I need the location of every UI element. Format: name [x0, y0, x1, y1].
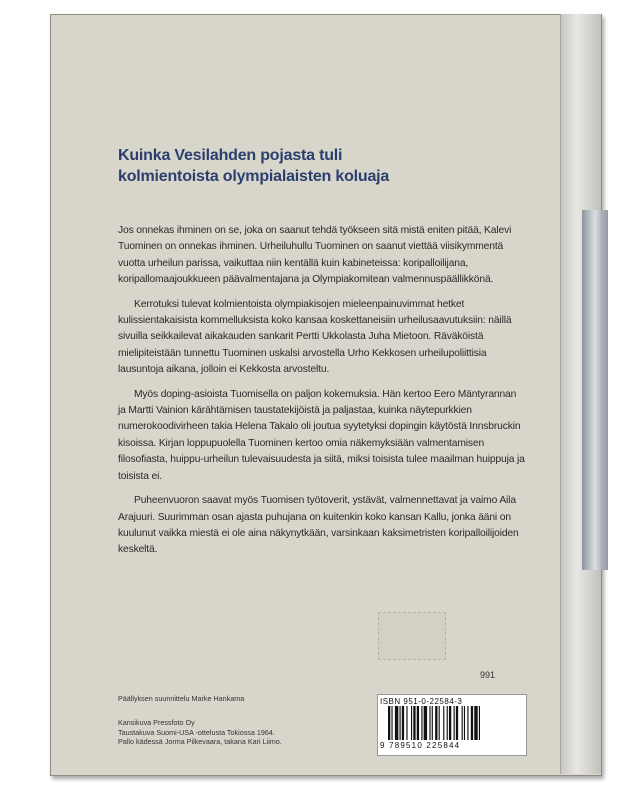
- barcode-bar: [439, 706, 440, 740]
- barcode-bar: [395, 706, 398, 740]
- barcode-bar: [406, 706, 407, 740]
- barcode-bar: [424, 706, 427, 740]
- heading-line-1: Kuinka Vesilahden pojasta tuli: [118, 147, 343, 164]
- barcode-number: 9 789510 225844: [380, 741, 461, 750]
- barcode-bar: [411, 706, 412, 740]
- isbn-label: ISBN 951-0-22584-3: [380, 697, 463, 706]
- photo-credit-line-3: Pallo kädessä Jorma Pilkevaara, takana Kari Liimo.: [118, 737, 282, 747]
- barcode-bar: [474, 706, 477, 740]
- blurb-paragraph-2: Kerrotuksi tulevat kolmientoista olympiakisojen mieleenpainuvimmat hetket kulissientakaisista kommelluksista koko kansaa koskettaneisiin urheilusaavutuksiin: näillä sivuilla seikkailevat aikakauden sankarit Pertti Ukkolasta Juha Mietoon. Räväköistä mielipiteistään tunnettu Tuominen uskalsi arvostella Urho Kekkosen urheilupoliittisia lausuntoja aikana, jolloin ei Kekkosta arvosteltu.: [118, 298, 512, 376]
- photo-credits: [118, 718, 282, 747]
- barcode-bar: [479, 706, 480, 740]
- barcode-bar: [443, 706, 444, 740]
- cover-design-credit: Päällyksen suunnittelu Marke Hankama: [118, 694, 245, 703]
- spine-decoration: [582, 210, 608, 570]
- barcode-icon: [388, 706, 516, 740]
- barcode-bar: [464, 706, 465, 740]
- product-code: 991: [480, 670, 496, 680]
- blurb-paragraph-4: Puheenvuoron saavat myös Tuomisen työtoverit, ystävät, valmennettavat ja vaimo Aila Arajuuri. Suurimman osan ajasta puhujana on kuitenkin koko kansan Kallu, jonka ääni on kuulunut vaikka miestä ei ole aina näkynytkään, varsinkaan kaksimetristen koripalloilijoiden keskeltä.: [118, 495, 519, 556]
- heading-line-2: kolmientoista olympialaisten koluaja: [118, 168, 390, 185]
- barcode-bar: [454, 706, 455, 740]
- cover-heading: [118, 145, 478, 187]
- photo-credit-line-1: Kansikuva Pressfoto Oy: [118, 718, 195, 727]
- blurb-paragraph-1: Jos onnekas ihminen on se, joka on saanut tehdä työkseen sitä mistä eniten pitää, Kalevi Tuominen on onnekas ihminen. Urheiluhullu Tuominen on saanut viettää viisikymmentä vuotta urheilun parissa, vaikuttaa niin kentällä kuin kabineteissa: koripalloilijana, koripallomaajoukkueen päävalmentajana ja Olympiakomitean valmennuspäällikkönä.: [118, 225, 512, 286]
- barcode-bar: [417, 706, 419, 740]
- barcode-bar: [467, 706, 468, 740]
- barcode-bar: [429, 706, 430, 740]
- barcode-bar: [462, 706, 463, 740]
- barcode-bar: [388, 706, 390, 740]
- barcode-bar: [413, 706, 415, 740]
- barcode-bar: [447, 706, 448, 740]
- price-sticker-outline: [378, 612, 446, 660]
- barcode-bar: [432, 706, 433, 740]
- blurb-paragraph-3: Myös doping-asioista Tuomisella on paljon kokemuksia. Hän kertoo Eero Mäntyrannan ja Martti Vainion kärähtämisen taustatekijöistä ja paljastaa, kuinka näytepurkkien numerokoodivirheen takia Helena Takalo oli joutua syytetyksi dopingin käytöstä Innsbruckin kisoissa. Kirjan loppupuolella Tuominen kertoo omia näkemyksiään valmentamisen filosofiasta, huippu-urheilun tulevaisuudesta ja siitä, miksi toisista tulee maailman huippuja ja toisista ei.: [118, 388, 525, 482]
- barcode-bar: [400, 706, 401, 740]
- barcode-bar: [471, 706, 473, 740]
- blurb-text: [118, 223, 526, 567]
- barcode-bar: [391, 706, 392, 740]
- barcode-bar: [402, 706, 404, 740]
- photo-credit-line-2: Taustakuva Suomi-USA -ottelusta Tokiossa 1964.: [118, 727, 275, 737]
- barcode-bar: [449, 706, 451, 740]
- barcode-bar: [435, 706, 437, 740]
- barcode-bar: [421, 706, 422, 740]
- barcode-bar: [456, 706, 458, 740]
